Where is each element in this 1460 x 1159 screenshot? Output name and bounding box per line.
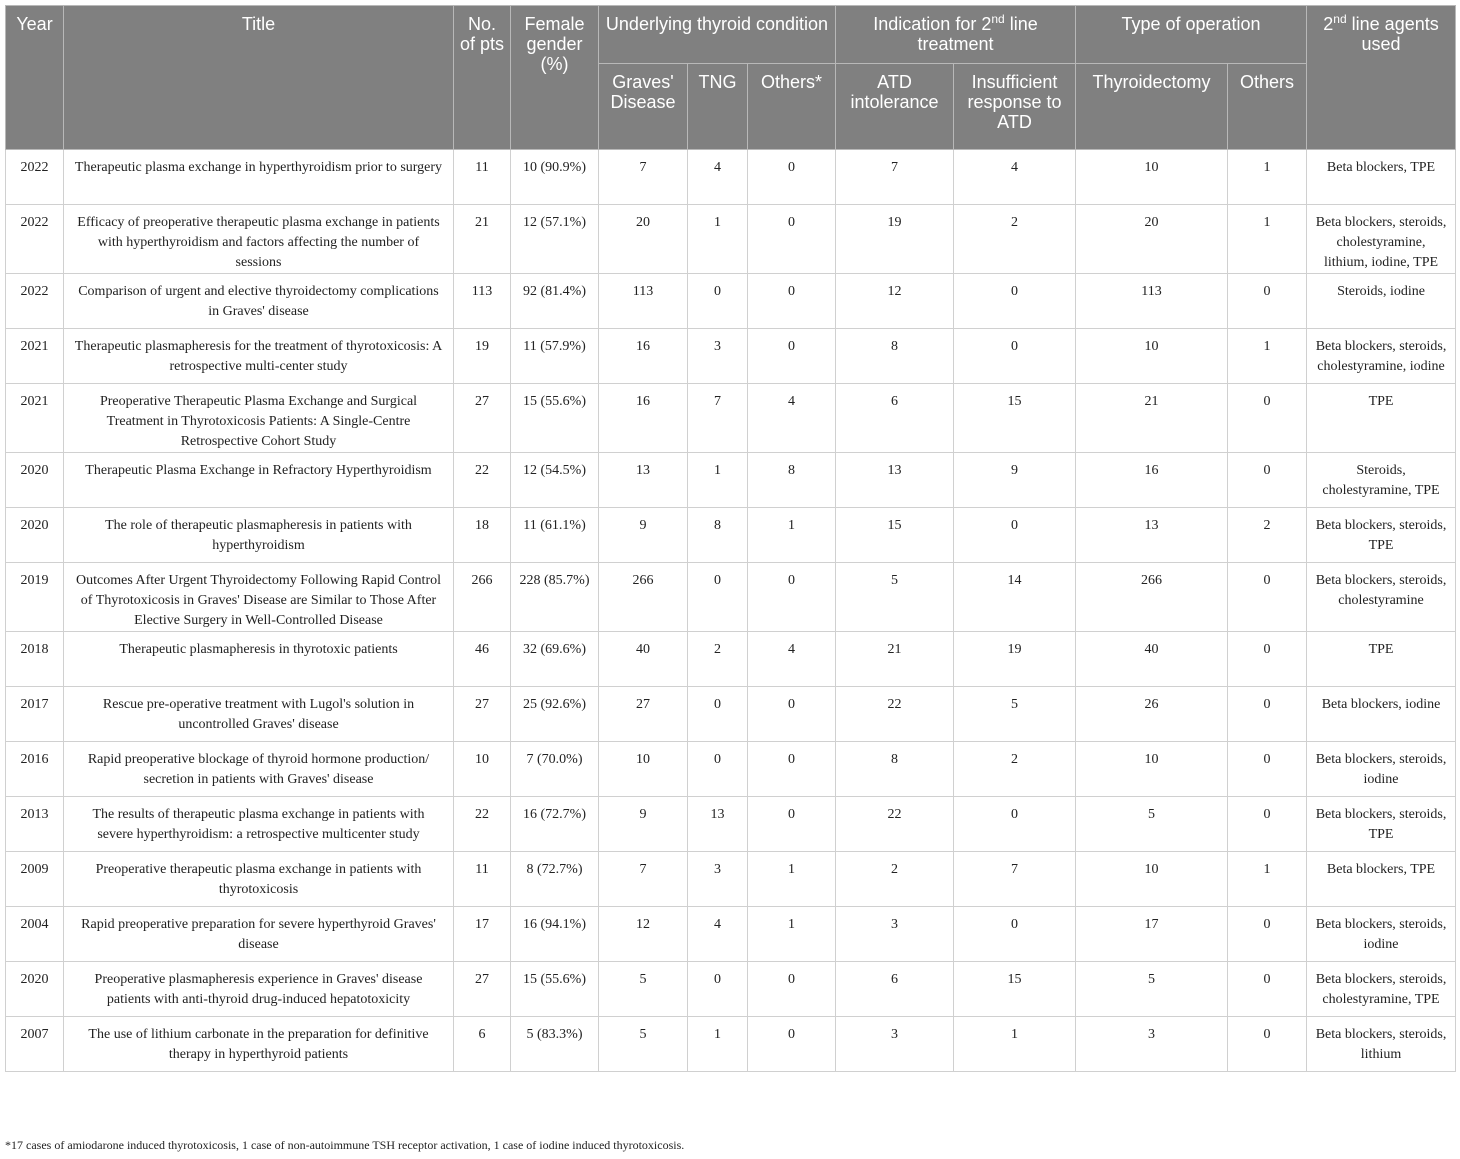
cell-tng: 8: [688, 508, 748, 563]
table-row: [6, 274, 1456, 329]
cell-atd-intolerance: 15: [836, 508, 954, 563]
cell-atd-intolerance: 2: [836, 852, 954, 907]
cell-insufficient-response: 2: [954, 742, 1076, 797]
cell-no-pts: 10: [454, 742, 511, 797]
cell-others-operation: 0: [1228, 907, 1307, 962]
cell-insufficient-response: 2: [954, 205, 1076, 274]
cell-others-condition: 0: [748, 329, 836, 384]
cell-no-pts: 27: [454, 962, 511, 1017]
cell-thyroidectomy: 266: [1076, 563, 1228, 632]
cell-thyroidectomy: 10: [1076, 742, 1228, 797]
cell-graves: 113: [599, 274, 688, 329]
cell-others-operation: 1: [1228, 150, 1307, 205]
cell-thyroidectomy: 3: [1076, 1017, 1228, 1072]
table-header: [6, 6, 1456, 150]
cell-year: 2009: [6, 852, 64, 907]
cell-no-pts: 6: [454, 1017, 511, 1072]
cell-tng: 7: [688, 384, 748, 453]
cell-atd-intolerance: 22: [836, 797, 954, 852]
cell-year: 2019: [6, 563, 64, 632]
cell-insufficient-response: 0: [954, 907, 1076, 962]
cell-others-operation: 0: [1228, 632, 1307, 687]
cell-tng: 0: [688, 563, 748, 632]
header-female-gender: Female gender (%): [511, 6, 599, 150]
table-footnote: *17 cases of amiodarone induced thyrotoxicosis, 1 case of non-autoimmune TSH receptor activation, 1 case of iodine induced thyrotoxicosis.: [5, 1138, 685, 1152]
cell-year: 2020: [6, 453, 64, 508]
cell-female: 12 (57.1%): [511, 205, 599, 274]
cell-others-operation: 1: [1228, 205, 1307, 274]
cell-insufficient-response: 0: [954, 797, 1076, 852]
cell-title: Efficacy of preoperative therapeutic plasma exchange in patients with hyperthyroidism and factors affecting the number of sessions: [64, 205, 454, 274]
cell-title: Rapid preoperative blockage of thyroid hormone production/ secretion in patients with Graves' disease: [64, 742, 454, 797]
cell-others-operation: 2: [1228, 508, 1307, 563]
cell-title: Preoperative Therapeutic Plasma Exchange and Surgical Treatment in Thyrotoxicosis Patients: A Single-Centre Retrospective Cohort Study: [64, 384, 454, 453]
cell-female: 5 (83.3%): [511, 1017, 599, 1072]
cell-insufficient-response: 15: [954, 384, 1076, 453]
cell-agents: Beta blockers, steroids, TPE: [1307, 508, 1456, 563]
cell-graves: 10: [599, 742, 688, 797]
cell-atd-intolerance: 13: [836, 453, 954, 508]
cell-female: 16 (94.1%): [511, 907, 599, 962]
cell-others-condition: 0: [748, 150, 836, 205]
cell-atd-intolerance: 19: [836, 205, 954, 274]
cell-tng: 0: [688, 742, 748, 797]
header-agents-post: line agents used: [1346, 14, 1439, 54]
table-body: [6, 150, 1456, 1072]
cell-graves: 5: [599, 962, 688, 1017]
cell-year: 2004: [6, 907, 64, 962]
cell-tng: 3: [688, 852, 748, 907]
cell-thyroidectomy: 10: [1076, 329, 1228, 384]
header-no-pts: No. of pts: [454, 6, 511, 150]
cell-agents: Beta blockers, steroids, TPE: [1307, 797, 1456, 852]
header-indication: [836, 6, 1076, 64]
cell-thyroidectomy: 5: [1076, 797, 1228, 852]
cell-others-operation: 0: [1228, 797, 1307, 852]
cell-title: The use of lithium carbonate in the preparation for definitive therapy in hyperthyroid patients: [64, 1017, 454, 1072]
cell-female: 228 (85.7%): [511, 563, 599, 632]
header-others-condition: Others*: [748, 64, 836, 150]
cell-graves: 40: [599, 632, 688, 687]
cell-tng: 4: [688, 150, 748, 205]
cell-agents: Beta blockers, steroids, cholestyramine, TPE: [1307, 962, 1456, 1017]
cell-no-pts: 22: [454, 797, 511, 852]
header-underlying-condition: Underlying thyroid condition: [599, 6, 836, 64]
cell-no-pts: 22: [454, 453, 511, 508]
cell-atd-intolerance: 22: [836, 687, 954, 742]
header-graves: Graves' Disease: [599, 64, 688, 150]
table-row: [6, 384, 1456, 453]
cell-atd-intolerance: 8: [836, 329, 954, 384]
cell-no-pts: 18: [454, 508, 511, 563]
cell-tng: 13: [688, 797, 748, 852]
table-row: [6, 1017, 1456, 1072]
table-row: [6, 907, 1456, 962]
cell-thyroidectomy: 26: [1076, 687, 1228, 742]
cell-agents: Beta blockers, steroids, cholestyramine: [1307, 563, 1456, 632]
cell-graves: 7: [599, 852, 688, 907]
cell-others-operation: 0: [1228, 687, 1307, 742]
table-row: [6, 852, 1456, 907]
cell-agents: Steroids, iodine: [1307, 274, 1456, 329]
cell-title: Therapeutic plasmapheresis in thyrotoxic patients: [64, 632, 454, 687]
cell-title: Rapid preoperative preparation for severe hyperthyroid Graves' disease: [64, 907, 454, 962]
cell-atd-intolerance: 6: [836, 962, 954, 1017]
cell-others-operation: 0: [1228, 962, 1307, 1017]
cell-thyroidectomy: 10: [1076, 150, 1228, 205]
cell-graves: 5: [599, 1017, 688, 1072]
cell-title: Preoperative therapeutic plasma exchange in patients with thyrotoxicosis: [64, 852, 454, 907]
header-indication-post: line treatment: [917, 14, 1038, 54]
cell-insufficient-response: 15: [954, 962, 1076, 1017]
header-indication-sup: nd: [991, 12, 1005, 26]
cell-agents: Steroids, cholestyramine, TPE: [1307, 453, 1456, 508]
header-operation-type: Type of operation: [1076, 6, 1307, 64]
cell-female: 15 (55.6%): [511, 962, 599, 1017]
cell-others-condition: 0: [748, 962, 836, 1017]
cell-graves: 266: [599, 563, 688, 632]
cell-others-operation: 1: [1228, 329, 1307, 384]
cell-title: The results of therapeutic plasma exchange in patients with severe hyperthyroidism: a retrospective multicenter study: [64, 797, 454, 852]
table-row: [6, 632, 1456, 687]
table-row: [6, 797, 1456, 852]
header-indication-pre: Indication for 2: [873, 14, 992, 34]
header-atd-intolerance: ATD intolerance: [836, 64, 954, 150]
cell-others-condition: 0: [748, 687, 836, 742]
cell-graves: 9: [599, 797, 688, 852]
cell-atd-intolerance: 3: [836, 1017, 954, 1072]
cell-title: The role of therapeutic plasmapheresis in patients with hyperthyroidism: [64, 508, 454, 563]
cell-no-pts: 266: [454, 563, 511, 632]
cell-others-condition: 0: [748, 742, 836, 797]
cell-no-pts: 11: [454, 852, 511, 907]
cell-female: 16 (72.7%): [511, 797, 599, 852]
cell-agents: Beta blockers, TPE: [1307, 852, 1456, 907]
cell-female: 12 (54.5%): [511, 453, 599, 508]
cell-year: 2013: [6, 797, 64, 852]
header-title: Title: [64, 6, 454, 150]
cell-agents: Beta blockers, steroids, cholestyramine, iodine: [1307, 329, 1456, 384]
cell-graves: 16: [599, 329, 688, 384]
cell-others-operation: 0: [1228, 563, 1307, 632]
cell-insufficient-response: 7: [954, 852, 1076, 907]
cell-title: Therapeutic Plasma Exchange in Refractory Hyperthyroidism: [64, 453, 454, 508]
cell-graves: 27: [599, 687, 688, 742]
cell-graves: 12: [599, 907, 688, 962]
header-year: Year: [6, 6, 64, 150]
cell-year: 2017: [6, 687, 64, 742]
cell-atd-intolerance: 7: [836, 150, 954, 205]
cell-insufficient-response: 0: [954, 274, 1076, 329]
cell-thyroidectomy: 5: [1076, 962, 1228, 1017]
cell-agents: Beta blockers, steroids, lithium: [1307, 1017, 1456, 1072]
cell-graves: 7: [599, 150, 688, 205]
cell-tng: 2: [688, 632, 748, 687]
table-row: [6, 508, 1456, 563]
cell-agents: Beta blockers, steroids, iodine: [1307, 907, 1456, 962]
header-agents-pre: 2: [1323, 14, 1334, 34]
cell-atd-intolerance: 8: [836, 742, 954, 797]
cell-others-operation: 1: [1228, 852, 1307, 907]
cell-year: 2020: [6, 962, 64, 1017]
cell-year: 2007: [6, 1017, 64, 1072]
header-agents-sup: nd: [1333, 12, 1347, 26]
cell-thyroidectomy: 21: [1076, 384, 1228, 453]
cell-graves: 20: [599, 205, 688, 274]
cell-others-condition: 0: [748, 274, 836, 329]
table-row: [6, 329, 1456, 384]
cell-others-condition: 4: [748, 384, 836, 453]
header-tng: TNG: [688, 64, 748, 150]
cell-thyroidectomy: 40: [1076, 632, 1228, 687]
cell-insufficient-response: 14: [954, 563, 1076, 632]
cell-atd-intolerance: 3: [836, 907, 954, 962]
cell-title: Comparison of urgent and elective thyroidectomy complications in Graves' disease: [64, 274, 454, 329]
table-row: [6, 962, 1456, 1017]
cell-agents: TPE: [1307, 384, 1456, 453]
cell-others-operation: 0: [1228, 453, 1307, 508]
cell-tng: 1: [688, 205, 748, 274]
cell-no-pts: 27: [454, 384, 511, 453]
cell-others-operation: 0: [1228, 1017, 1307, 1072]
cell-female: 8 (72.7%): [511, 852, 599, 907]
cell-thyroidectomy: 20: [1076, 205, 1228, 274]
cell-year: 2022: [6, 205, 64, 274]
cell-agents: TPE: [1307, 632, 1456, 687]
cell-year: 2020: [6, 508, 64, 563]
cell-graves: 9: [599, 508, 688, 563]
cell-atd-intolerance: 6: [836, 384, 954, 453]
cell-insufficient-response: 9: [954, 453, 1076, 508]
cell-others-condition: 0: [748, 797, 836, 852]
cell-female: 11 (57.9%): [511, 329, 599, 384]
studies-table: [5, 5, 1456, 1072]
cell-no-pts: 27: [454, 687, 511, 742]
table-row: [6, 150, 1456, 205]
cell-insufficient-response: 1: [954, 1017, 1076, 1072]
cell-tng: 1: [688, 1017, 748, 1072]
cell-atd-intolerance: 12: [836, 274, 954, 329]
table-row: [6, 687, 1456, 742]
cell-title: Rescue pre-operative treatment with Lugol's solution in uncontrolled Graves' disease: [64, 687, 454, 742]
cell-agents: Beta blockers, TPE: [1307, 150, 1456, 205]
cell-female: 15 (55.6%): [511, 384, 599, 453]
cell-thyroidectomy: 17: [1076, 907, 1228, 962]
cell-title: Outcomes After Urgent Thyroidectomy Following Rapid Control of Thyrotoxicosis in Graves' Disease are Similar to Those After Elective Surgery in Well-Controlled Disease: [64, 563, 454, 632]
cell-title: Therapeutic plasmapheresis for the treatment of thyrotoxicosis: A retrospective multi-center study: [64, 329, 454, 384]
cell-insufficient-response: 19: [954, 632, 1076, 687]
cell-tng: 0: [688, 962, 748, 1017]
cell-others-condition: 4: [748, 632, 836, 687]
table-row: [6, 453, 1456, 508]
cell-title: Preoperative plasmapheresis experience in Graves' disease patients with anti-thyroid drug-induced hepatotoxicity: [64, 962, 454, 1017]
cell-others-condition: 1: [748, 508, 836, 563]
cell-thyroidectomy: 16: [1076, 453, 1228, 508]
cell-thyroidectomy: 10: [1076, 852, 1228, 907]
cell-insufficient-response: 0: [954, 508, 1076, 563]
cell-no-pts: 113: [454, 274, 511, 329]
cell-tng: 4: [688, 907, 748, 962]
table-row: [6, 205, 1456, 274]
cell-agents: Beta blockers, steroids, cholestyramine, lithium, iodine, TPE: [1307, 205, 1456, 274]
cell-tng: 0: [688, 274, 748, 329]
cell-others-condition: 8: [748, 453, 836, 508]
cell-female: 32 (69.6%): [511, 632, 599, 687]
studies-table-container: [5, 5, 1455, 1072]
cell-year: 2018: [6, 632, 64, 687]
cell-atd-intolerance: 21: [836, 632, 954, 687]
cell-graves: 13: [599, 453, 688, 508]
cell-others-condition: 0: [748, 205, 836, 274]
cell-no-pts: 21: [454, 205, 511, 274]
cell-title: Therapeutic plasma exchange in hyperthyroidism prior to surgery: [64, 150, 454, 205]
header-thyroidectomy: Thyroidectomy: [1076, 64, 1228, 150]
cell-thyroidectomy: 13: [1076, 508, 1228, 563]
cell-insufficient-response: 0: [954, 329, 1076, 384]
cell-others-condition: 0: [748, 1017, 836, 1072]
cell-atd-intolerance: 5: [836, 563, 954, 632]
cell-year: 2021: [6, 384, 64, 453]
header-agents: [1307, 6, 1456, 150]
cell-female: 25 (92.6%): [511, 687, 599, 742]
header-others-operation: Others: [1228, 64, 1307, 150]
cell-insufficient-response: 5: [954, 687, 1076, 742]
table-row: [6, 563, 1456, 632]
cell-tng: 0: [688, 687, 748, 742]
cell-tng: 1: [688, 453, 748, 508]
cell-tng: 3: [688, 329, 748, 384]
cell-agents: Beta blockers, iodine: [1307, 687, 1456, 742]
cell-others-operation: 0: [1228, 742, 1307, 797]
cell-no-pts: 11: [454, 150, 511, 205]
cell-others-operation: 0: [1228, 274, 1307, 329]
cell-others-condition: 1: [748, 852, 836, 907]
cell-year: 2016: [6, 742, 64, 797]
cell-female: 7 (70.0%): [511, 742, 599, 797]
cell-year: 2022: [6, 150, 64, 205]
cell-graves: 16: [599, 384, 688, 453]
cell-female: 11 (61.1%): [511, 508, 599, 563]
cell-others-condition: 0: [748, 563, 836, 632]
cell-agents: Beta blockers, steroids, iodine: [1307, 742, 1456, 797]
cell-female: 10 (90.9%): [511, 150, 599, 205]
cell-no-pts: 46: [454, 632, 511, 687]
cell-no-pts: 17: [454, 907, 511, 962]
table-row: [6, 742, 1456, 797]
cell-insufficient-response: 4: [954, 150, 1076, 205]
cell-others-condition: 1: [748, 907, 836, 962]
cell-year: 2022: [6, 274, 64, 329]
cell-no-pts: 19: [454, 329, 511, 384]
cell-year: 2021: [6, 329, 64, 384]
cell-female: 92 (81.4%): [511, 274, 599, 329]
header-insufficient-response: Insufficient response to ATD: [954, 64, 1076, 150]
cell-others-operation: 0: [1228, 384, 1307, 453]
cell-thyroidectomy: 113: [1076, 274, 1228, 329]
